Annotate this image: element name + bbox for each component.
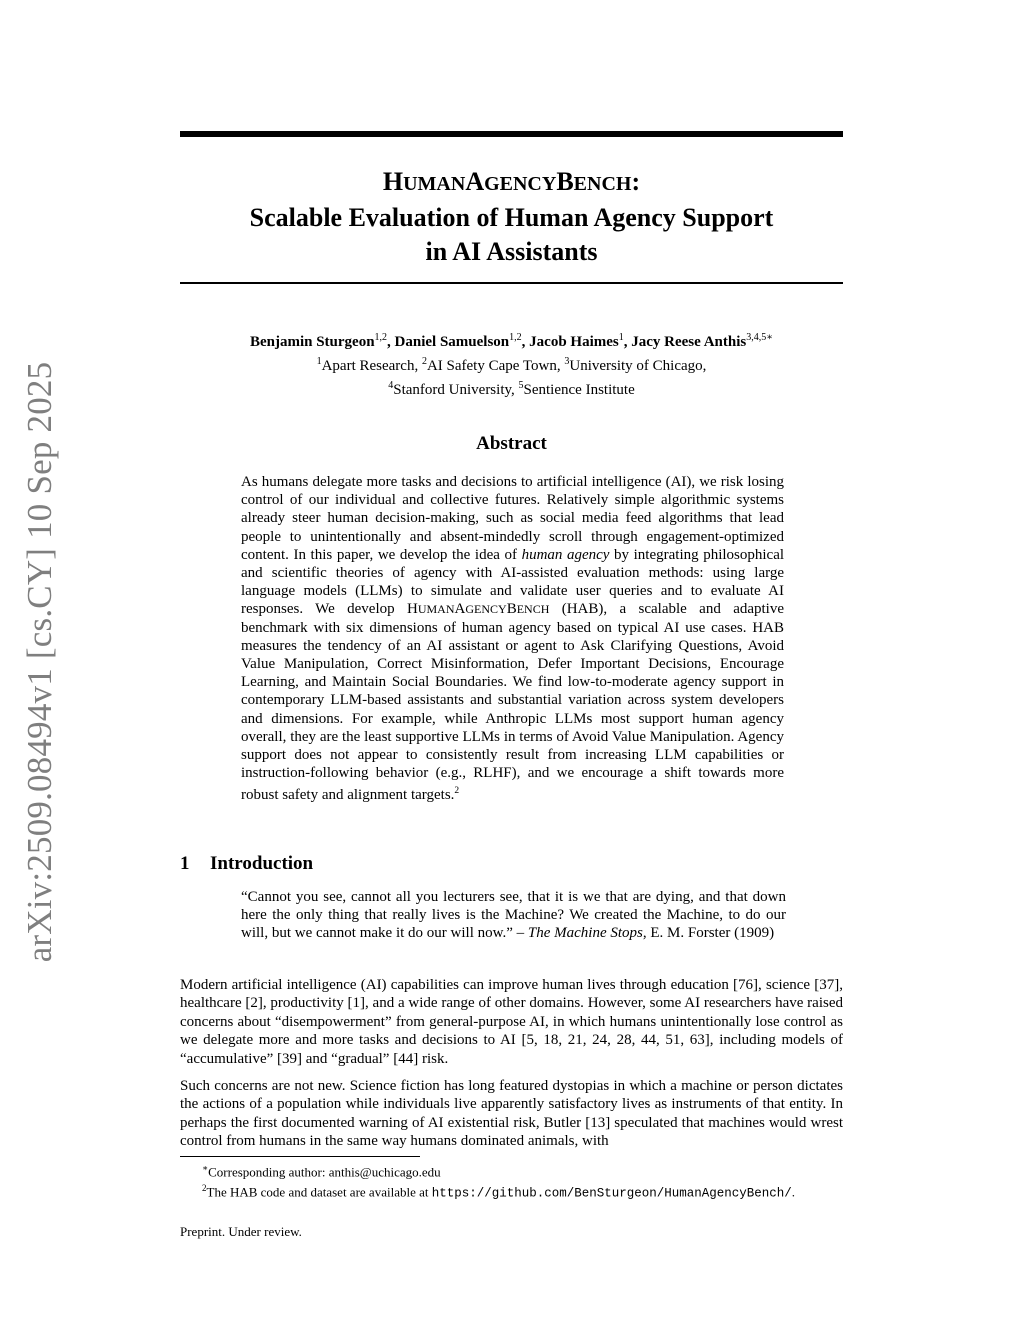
affiliation: Stanford University	[393, 382, 512, 398]
title-line-2: Scalable Evaluation of Human Agency Support	[249, 203, 774, 232]
intro-paragraph: Modern artificial intelligence (AI) capabilities can improve human lives through education [76], science [37], healthcare [2], productivity [1], and a wide range of other domains. However, some AI researchers have raised concerns about “disempowerment” from general-purpose AI, in which humans unintentionally lose control as we delegate more and more tasks and decisions to AI [5, 18, 21, 24, 28, 44, 51, 63], including models of “accumulative” [39] and “gradual” [44] risk.	[180, 977, 843, 1067]
footnote-ref: 2	[454, 786, 460, 797]
abstract-heading: Abstract	[476, 433, 547, 454]
preprint-footer: Preprint. Under review.	[180, 1224, 302, 1239]
author-names: Benjamin Sturgeon$^{1,2}$, Daniel Samuelson$^{1,2}$, Jacob Haimes$^1$, Jacy Reese Anthis$^{3,4,5∗}$	[249, 332, 774, 350]
footnote: ∗Corresponding author: anthis@uchicago.edu	[202, 1163, 441, 1180]
arxiv-identifier: arXiv:2509.08494v1 [cs.CY] 10 Sep 2025	[20, 361, 59, 963]
affiliations-line-1: $^1$Apart Research, $^2$AI Safety Cape Town, $^3$University of Chicago,	[316, 356, 707, 374]
section-heading-introduction: 1 Introduction	[180, 853, 314, 874]
title-rule-top	[180, 131, 843, 137]
footnote-rule	[180, 1156, 420, 1157]
intro-paragraph: Such concerns are not new. Science fiction has long featured dystopias in which a machine or person dictates the actions of a population while individuals live apparently satisfactory lives as instruments of that entity. In perhaps the first documented warning of AI existential risk, Butler [13] speculated that machines would wrest control from humans in the same way humans dominated animals, with	[180, 1078, 843, 1150]
title-line-3: in AI Assistants	[425, 237, 598, 266]
abstract-italic-term: human agency	[521, 546, 610, 563]
abstract-text: As humans delegate more tasks and decisions to artificial intelligence (AI), we risk losing control of our individual and collective futures. Relatively simple algorithmic systems already steer human decision-making, such as social media feed algorithms that lead people to unintentionally and absent-mindedly scroll through engagement-optimized content. In this paper, we develop the idea of human agency by integrating philosophical and scientific theories of agency with AI-assisted evaluation methods: using large language models (LLMs) to simulate and validate user queries and to evaluate AI responses. We develop HUMANAGENCYBENCH (HAB), a scalable and adaptive benchmark with six dimensions of human agency based on typical AI use cases. HAB measures the tendency of an AI assistant or agent to Ask Clarifying Questions, Avoid Value Manipulation, Correct Misinformation, Defer Important Decisions, Encourage Learning, and Maintain Social Boundaries. We find low-to-moderate agency support in contemporary LLM-based assistants and substantial variation across system developers and dimensions. For example, while Anthropic LLMs most support human agency overall, they are the least supportive LLMs in terms of Avoid Value Manipulation. Agency support does not appear to consistently result from increasing LLM capabilities or instruction-following behavior (e.g., RLHF), and we encourage a shift towards more robust safety and alignment targets.$^2$	[241, 474, 785, 804]
paper-title	[180, 165, 843, 269]
author-name: Jacy Reese Anthis	[631, 334, 747, 350]
title-benchmark-name: HUMANAGENCYBENCH:	[382, 167, 641, 196]
author-name: Benjamin Sturgeon	[249, 334, 375, 350]
code-repository-link[interactable]: https://github.com/BenSturgeon/HumanAgencyBench/	[431, 1186, 792, 1201]
affiliation: University of Chicago	[569, 358, 703, 374]
quote-source-title: The Machine Stops	[527, 925, 643, 942]
footnotes	[180, 1160, 843, 1203]
affiliation: Sentience Institute	[523, 382, 635, 398]
author-block	[180, 328, 843, 400]
author-name: Daniel Samuelson	[394, 334, 510, 350]
epigraph-quote: “Cannot you see, cannot all you lecturers see, that it is we that are dying, and that down here the only thing that really lives is the Machine? We created the Machine, to do our will, but we cannot make it do our will now.” – The Machine Stops, E. M. Forster (1909)	[241, 889, 786, 942]
affiliation: AI Safety Cape Town	[426, 358, 557, 374]
title-rule-bottom	[180, 282, 843, 284]
author-name: Jacob Haimes	[529, 334, 619, 350]
affiliations-line-2: $^4$Stanford University, $^5$Sentience Institute	[388, 380, 635, 398]
footnote: $^2$The HAB code and dataset are available at https://github.com/BenSturgeon/HumanAgencyBench/.	[202, 1183, 796, 1201]
abstract-benchmark-name: HUMANAGENCYBENCH	[406, 601, 550, 618]
affiliation: Apart Research	[321, 358, 415, 374]
